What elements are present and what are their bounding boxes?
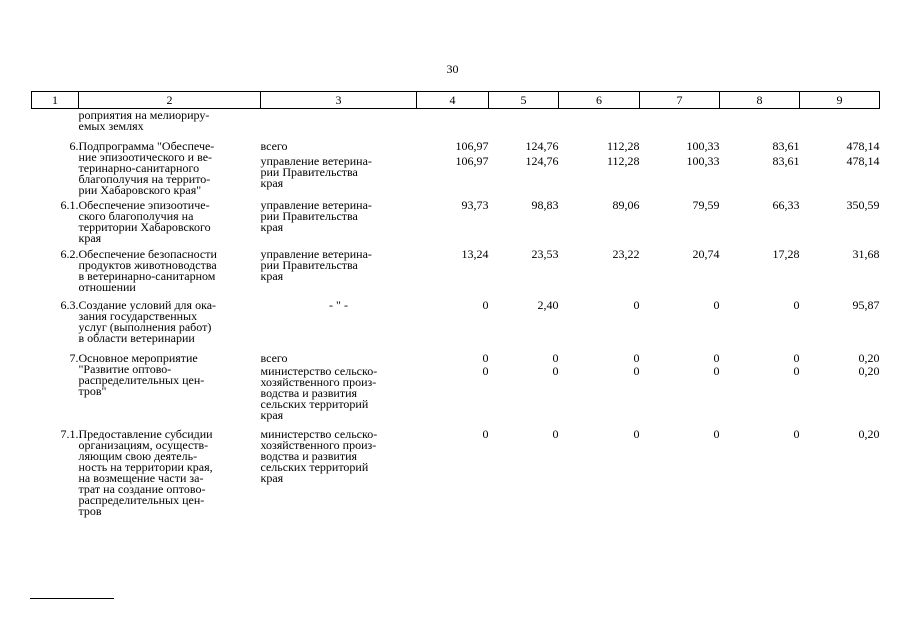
value-cell: 0 [793, 298, 800, 312]
table-row [32, 249, 880, 293]
value-cell: 31,68 [852, 247, 880, 261]
value-cell: 478,14 [846, 139, 880, 153]
row-name [79, 200, 261, 244]
value-cell: 124,76 [525, 154, 559, 169]
col-header-7: 7 [640, 92, 720, 109]
value-cell: 0,20 [858, 427, 880, 441]
value-cell: 83,61 [772, 139, 800, 153]
table-body [32, 109, 880, 518]
value-cell: 89,06 [612, 198, 640, 212]
table-row [32, 429, 880, 517]
carry-over-text [79, 109, 261, 133]
executor-text: управление ветерина- рии Правительства края [260, 154, 372, 191]
row-name [79, 249, 261, 293]
value-cell: 0 [713, 351, 720, 365]
value-cell: 350,59 [846, 198, 880, 212]
row-index: 6.3. [60, 298, 79, 312]
value-cell: 106,97 [455, 154, 489, 169]
table-row [32, 300, 880, 344]
col-header-4: 4 [417, 92, 489, 109]
budget-table [31, 91, 880, 517]
executor-text: управление ветерина- рии Правительства края [260, 247, 372, 283]
value-cell: 112,28 [606, 139, 640, 153]
col-header-9: 9 [800, 92, 880, 109]
executor-cell [261, 353, 417, 364]
executor-text: всего [260, 351, 288, 365]
page-number: 30 [446, 62, 459, 76]
value-cell: 0 [482, 364, 489, 378]
value-cell: 0 [552, 364, 559, 378]
value-cell: 83,61 [772, 154, 800, 169]
col-header-6: 6 [559, 92, 640, 109]
value-cell: 112,28 [606, 154, 640, 169]
value-cell: 0 [552, 427, 559, 441]
row-name-text: Предоставление субсидии организациям, осуществ- ляющим свою деятель- ность на территории края, на возмещение части за- трат на создание оптово- распределительных цен- тров [78, 427, 213, 518]
header-row [32, 92, 880, 109]
value-cell: 0 [482, 427, 489, 441]
value-cell: 0 [713, 298, 720, 312]
value-cell: 0 [713, 364, 720, 378]
executor-cell [261, 364, 417, 421]
value-cell: 0 [633, 364, 640, 378]
value-cell: 100,33 [686, 154, 720, 169]
value-cell: 66,33 [772, 198, 800, 212]
value-cell: 0 [793, 427, 800, 441]
value-cell: 0 [793, 364, 800, 378]
executor-text: управление ветерина- рии Правительства края [260, 198, 372, 234]
value-cell: 98,83 [531, 198, 559, 212]
row-name [79, 429, 261, 517]
value-cell: 20,74 [692, 247, 720, 261]
col-header-3: 3 [261, 92, 417, 109]
col-header-5: 5 [489, 92, 559, 109]
value-cell: 0 [482, 298, 489, 312]
executor-text: - " - [329, 298, 348, 312]
executor-cell [261, 429, 417, 517]
value-cell: 124,76 [525, 139, 559, 153]
value-cell: 0 [552, 351, 559, 365]
value-cell: 79,59 [692, 198, 720, 212]
value-cell: 13,24 [461, 247, 489, 261]
row-index: 6.2. [60, 247, 79, 261]
row-name-text: Обеспечение эпизоотиче- ского благополучия на территории Хабаровского края [78, 198, 211, 245]
executor-text: всего [260, 139, 288, 153]
row-name-text: Создание условий для ока- зания государственных услуг (выполнения работ) в области ветеринарии [78, 298, 217, 345]
row-name [79, 353, 261, 421]
value-cell: 106,97 [455, 139, 489, 153]
row-index: 7. [69, 351, 79, 365]
row-name-text: Основное мероприятие "Развитие оптово- распределительных цен- тров" [78, 351, 205, 398]
table-row [32, 200, 880, 244]
value-cell: 478,14 [846, 154, 880, 169]
value-cell: 93,73 [461, 198, 489, 212]
executor-cell [261, 200, 417, 244]
value-cell: 0 [713, 427, 720, 441]
col-header-2: 2 [79, 92, 261, 109]
executor-text: министерство сельско- хозяйственного произ- водства и развития сельских территорий края [260, 427, 378, 485]
row-name-text: Обеспечение безопасности продуктов животноводства в ветеринарно-санитарном отношении [78, 247, 217, 294]
table-row [32, 141, 880, 154]
value-cell: 0 [633, 351, 640, 365]
row-index: 7.1. [60, 427, 79, 441]
carry-over-row [32, 109, 880, 133]
value-cell: 23,22 [612, 247, 640, 261]
executor-cell [261, 300, 417, 344]
footnote-divider [30, 598, 114, 599]
executor-cell [261, 249, 417, 293]
value-cell: 0 [633, 298, 640, 312]
row-index: 6.1. [60, 198, 79, 212]
row-name-text: Подпрограмма "Обеспече- ние эпизоотического и ве- теринарно-санитарного благополучия на террито- рии Хабаровского края" [78, 139, 215, 197]
carry-over-name: роприятия на мелиориру- емых землях [78, 108, 210, 133]
value-cell: 0,20 [858, 364, 880, 378]
row-index: 6. [69, 139, 79, 153]
value-cell: 95,87 [852, 298, 880, 312]
value-cell: 0 [793, 351, 800, 365]
col-header-8: 8 [720, 92, 800, 109]
value-cell: 100,33 [686, 139, 720, 153]
value-cell: 0 [633, 427, 640, 441]
executor-cell [261, 141, 417, 154]
row-name [79, 141, 261, 196]
row-name [79, 300, 261, 344]
table-row [32, 353, 880, 364]
col-header-1: 1 [32, 92, 79, 109]
executor-text: министерство сельско- хозяйственного произ- водства и развития сельских территорий края [260, 364, 378, 422]
value-cell: 17,28 [772, 247, 800, 261]
value-cell: 0 [482, 351, 489, 365]
value-cell: 0,20 [858, 351, 880, 365]
value-cell: 23,53 [531, 247, 559, 261]
executor-cell [261, 154, 417, 196]
value-cell: 2,40 [537, 298, 559, 312]
